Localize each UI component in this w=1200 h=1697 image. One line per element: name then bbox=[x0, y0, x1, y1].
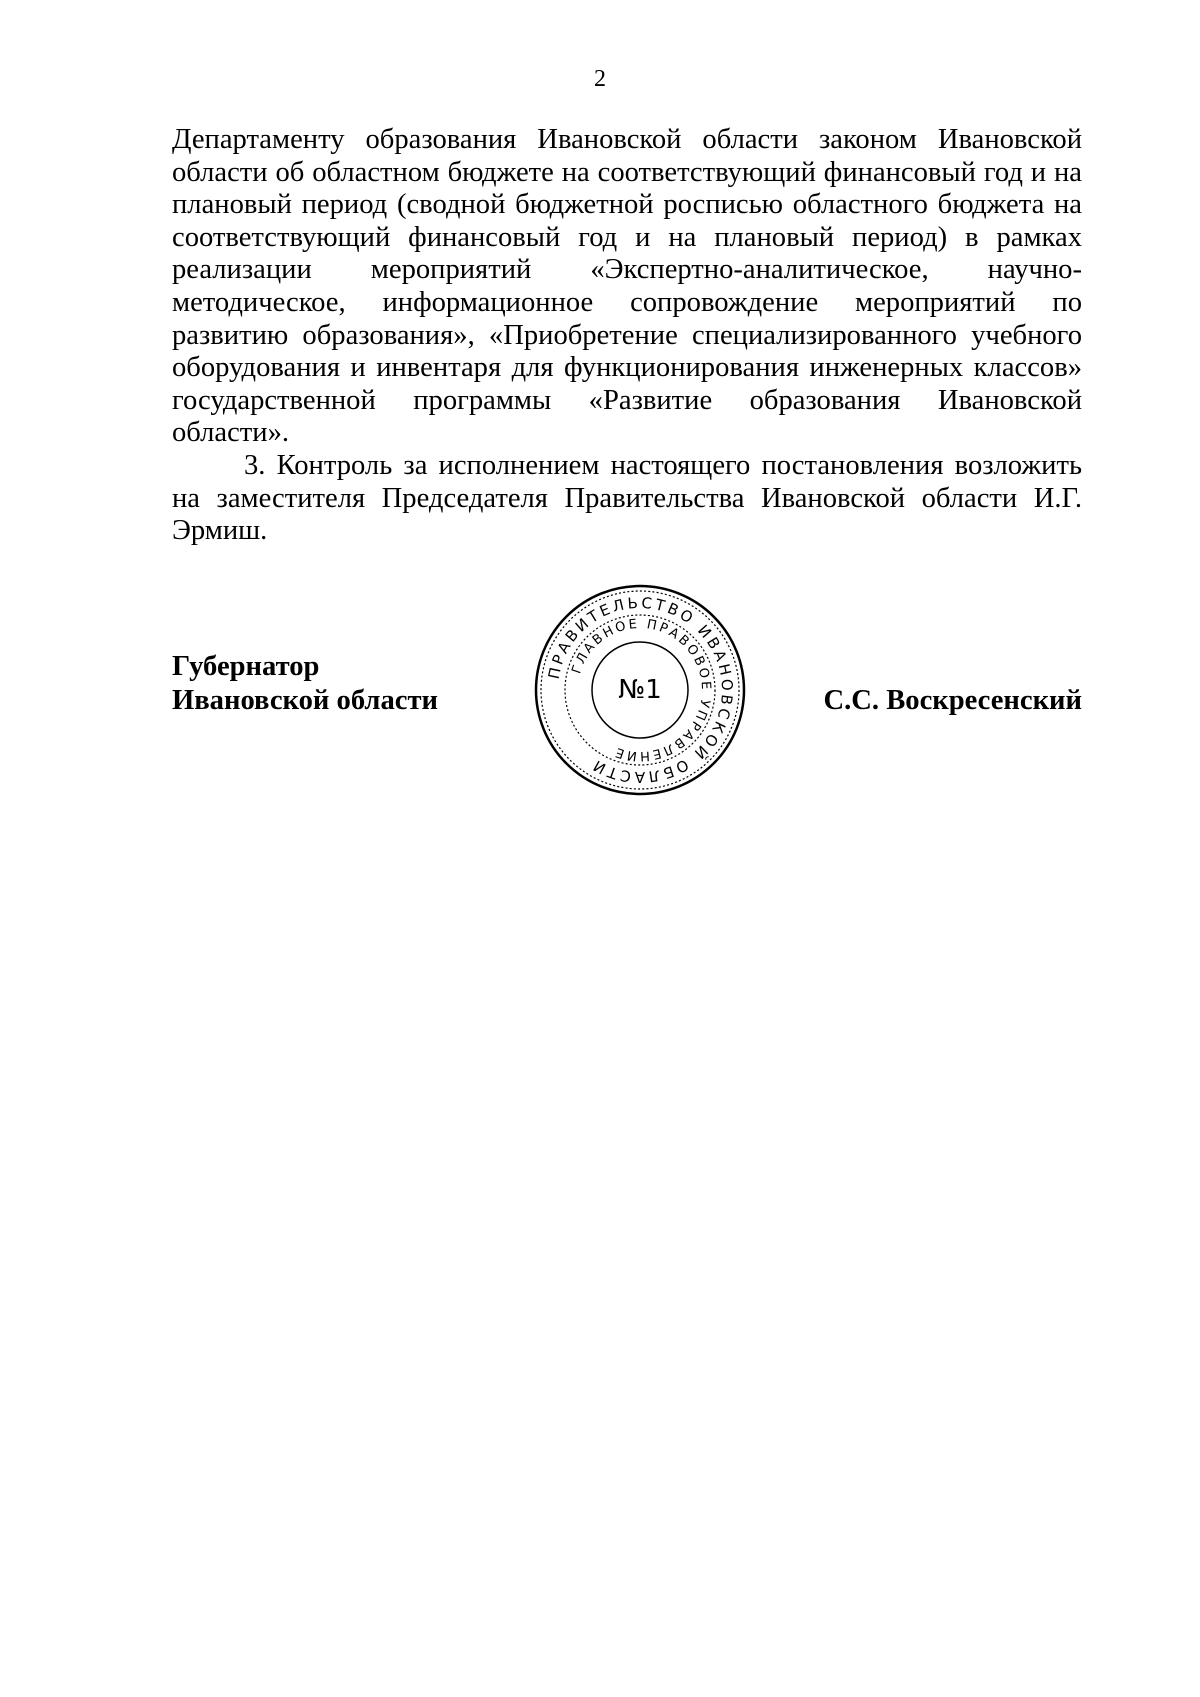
signatory-position-line2: Ивановской области bbox=[172, 685, 438, 716]
paragraph-continuation: Департаменту образования Ивановской области законом Ивановской области об областном бюджете на соответствующий финансовый год и на плановый период (сводной бюджетной росписью областного бюджета на соответствующий финансовый год и на плановый период) в рамках реализации мероприятий «Экспертно-аналитическое, научно-методическое, информационное сопровождение мероприятий по развитию образования», «Приобретение специализированного учебного оборудования и инвентаря для функционирования инженерных классов» государственной программы «Развитие образования Ивановской области». bbox=[172, 124, 1082, 449]
document-body bbox=[172, 124, 1082, 548]
seal-inner-text: ГЛАВНОЕ ПРАВОВОЕ УПРАВЛЕНИЕ bbox=[569, 616, 714, 764]
seal-number: №1 bbox=[618, 675, 662, 705]
official-seal bbox=[530, 580, 750, 800]
signatory-position bbox=[172, 650, 438, 718]
page-number: 2 bbox=[594, 66, 606, 92]
paragraph-point-3: 3. Контроль за исполнением настоящего постановления возложить на заместителя Председателя Правительства Ивановской области И.Г. Эрмиш. bbox=[172, 449, 1082, 547]
seal-outer-text: ПРАВИТЕЛЬСТВО ИВАНОВСКОЙ ОБЛАСТИ bbox=[544, 593, 737, 787]
signatory-name: С.С. Воскресенский bbox=[823, 685, 1082, 716]
seal-stamp-graphic bbox=[530, 580, 750, 800]
signatory-position-line1: Губернатор bbox=[172, 651, 320, 682]
